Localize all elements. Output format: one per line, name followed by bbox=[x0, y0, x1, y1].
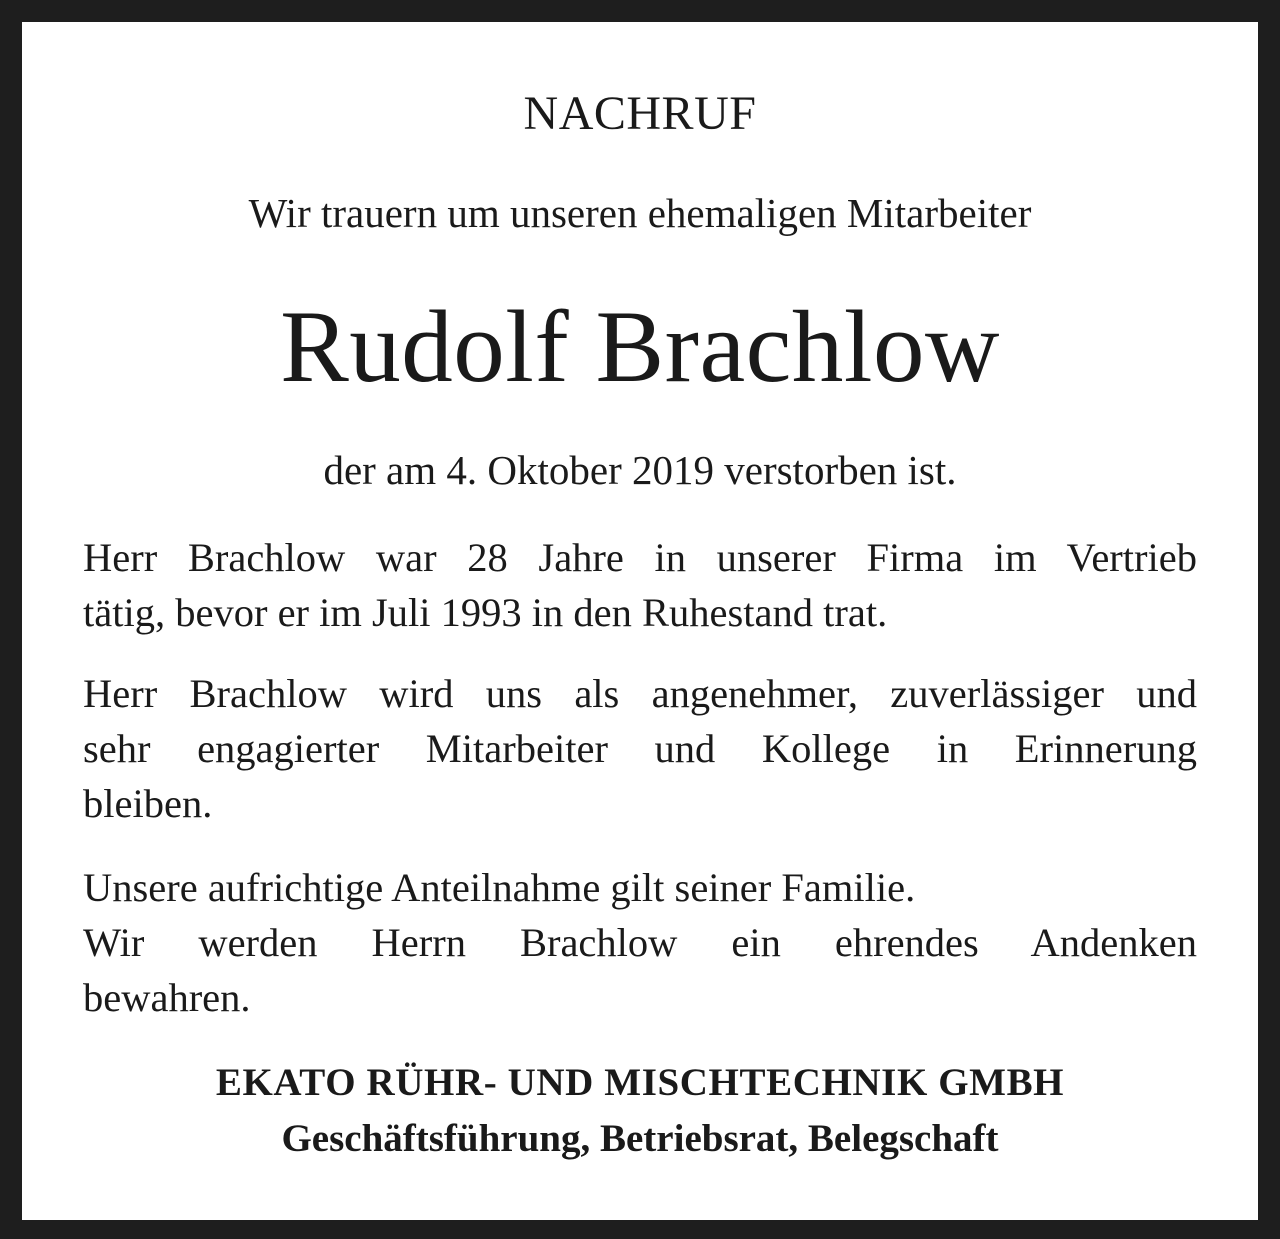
paragraph-condolences bbox=[83, 860, 1197, 1025]
paragraph-remembrance bbox=[83, 666, 1197, 831]
signers-line: Geschäftsführung, Betriebsrat, Belegschaft bbox=[281, 1117, 999, 1160]
paragraph-line: sehr engagierter Mitarbeiter und Kollege in Erinnerung bbox=[83, 726, 1197, 771]
paragraph-line: bleiben. bbox=[83, 781, 213, 826]
notice-heading: NACHRUF bbox=[523, 87, 757, 140]
date-of-death-line: der am 4. Oktober 2019 verstorben ist. bbox=[323, 447, 957, 493]
company-name: EKATO RÜHR- UND MISCHTECHNIK GMBH bbox=[215, 1061, 1065, 1104]
paragraph-career bbox=[83, 530, 1197, 640]
paragraph-line: Herr Brachlow wird uns als angenehmer, zuverlässiger und bbox=[83, 671, 1197, 716]
notice-intro: Wir trauern um unseren ehemaligen Mitarbeiter bbox=[248, 190, 1032, 236]
paragraph-line: bewahren. bbox=[83, 975, 251, 1020]
paragraph-line: Herr Brachlow war 28 Jahre in unserer Firma im Vertrieb bbox=[83, 535, 1197, 580]
deceased-name: Rudolf Brachlow bbox=[280, 290, 1000, 404]
paragraph-line: Wir werden Herrn Brachlow ein ehrendes Andenken bbox=[83, 920, 1197, 965]
paragraph-line: tätig, bevor er im Juli 1993 in den Ruhestand trat. bbox=[83, 590, 888, 635]
paragraph-line: Unsere aufrichtige Anteilnahme gilt seiner Familie. bbox=[83, 865, 916, 910]
